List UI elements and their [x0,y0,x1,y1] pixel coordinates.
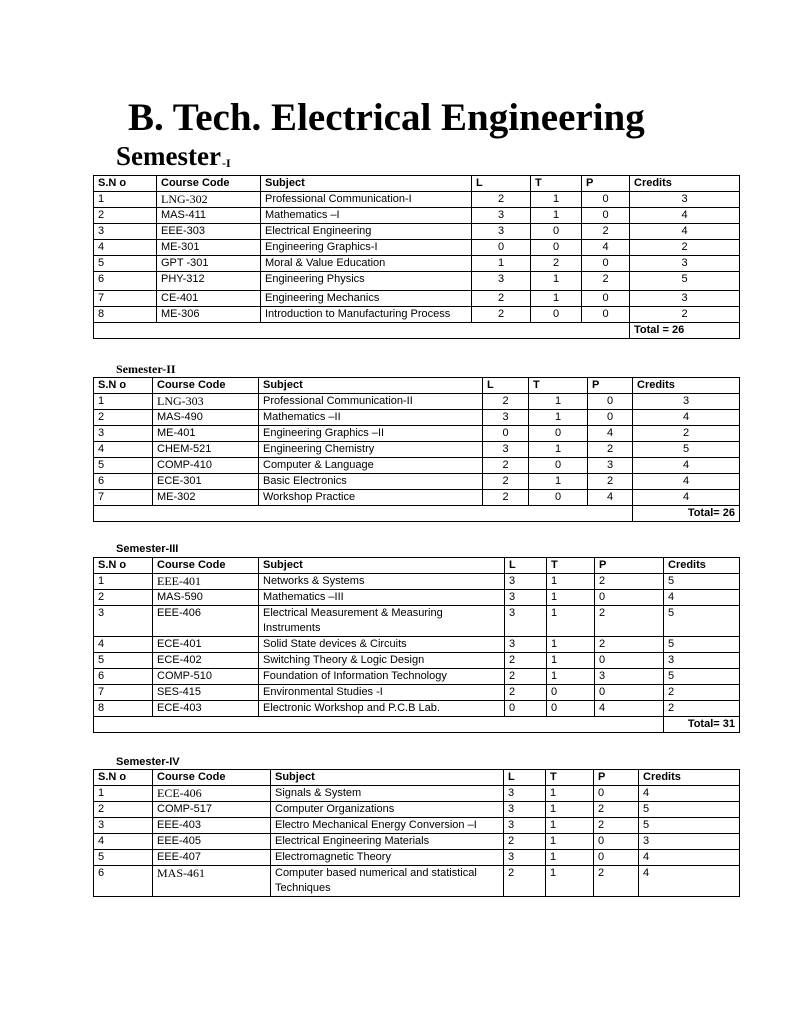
table-row [94,866,740,897]
cell-subject: Engineering Graphics-I [261,240,472,256]
cell-credits: 4 [633,410,740,426]
cell-credits: 3 [633,394,740,410]
cell-p: 0 [588,394,633,410]
cell-p: 0 [594,786,639,802]
cell-p: 0 [595,590,664,606]
cell-subject: Computer Organizations [271,802,504,818]
cell-credits: 4 [639,866,740,897]
cell-credits: 5 [630,272,740,291]
cell-p: 0 [594,834,639,850]
table-row [94,590,740,606]
table-row [94,240,740,256]
cell-p: 2 [594,802,639,818]
cell-subject: Electro Mechanical Energy Conversion –I [271,818,504,834]
header-t: T [546,770,594,786]
cell-l: 3 [504,802,546,818]
total-spacer [94,323,630,339]
cell-credits: 4 [639,786,740,802]
cell-credits: 4 [639,850,740,866]
cell-sno: 4 [94,834,153,850]
cell-l: 3 [472,272,531,291]
header-credits: Credits [664,558,740,574]
cell-p: 4 [595,701,664,717]
header-l: L [505,558,547,574]
cell-t: 1 [531,272,582,291]
total-row [94,323,740,339]
cell-t: 0 [531,307,582,323]
cell-p: 4 [582,240,630,256]
cell-subject: Electrical Engineering Materials [271,834,504,850]
header-subject: Subject [271,770,504,786]
cell-credits: 5 [639,818,740,834]
table-row [94,834,740,850]
cell-p: 2 [594,818,639,834]
cell-t: 0 [531,224,582,240]
cell-sno: 3 [94,606,153,637]
cell-l: 2 [483,394,529,410]
total-spacer [94,717,664,733]
cell-sno: 6 [94,474,153,490]
header-row [94,558,740,574]
cell-sno: 1 [94,394,153,410]
cell-l: 2 [505,669,547,685]
cell-credits: 4 [633,474,740,490]
table-row [94,272,740,291]
cell-credits: 3 [630,256,740,272]
header-row [94,770,740,786]
table-row [94,802,740,818]
header-credits: Credits [630,176,740,192]
total-credits: Total = 26 [630,323,740,339]
semester-4-table [93,769,740,897]
table-row [94,786,740,802]
cell-l: 1 [472,256,531,272]
cell-l: 0 [505,701,547,717]
cell-p: 0 [582,208,630,224]
cell-credits: 5 [664,637,740,653]
cell-l: 0 [483,426,529,442]
cell-course-code: ME-302 [153,490,259,506]
cell-t: 0 [547,685,595,701]
cell-subject: Electronic Workshop and P.C.B Lab. [259,701,505,717]
cell-subject: Foundation of Information Technology [259,669,505,685]
table-row [94,224,740,240]
cell-course-code: GPT -301 [157,256,261,272]
cell-course-code: COMP-517 [153,802,271,818]
header-course-code: Course Code [157,176,261,192]
cell-p: 2 [595,637,664,653]
cell-t: 1 [546,850,594,866]
header-course-code: Course Code [153,378,259,394]
semester-1-heading: Semester-I [116,141,231,171]
table-row [94,669,740,685]
cell-p: 0 [588,410,633,426]
header-sno: S.N o [94,558,153,574]
cell-l: 2 [505,653,547,669]
cell-course-code: PHY-312 [157,272,261,291]
cell-sno: 8 [94,701,153,717]
table-row [94,256,740,272]
cell-t: 1 [529,474,588,490]
cell-course-code: MAS-590 [153,590,259,606]
total-credits: Total= 26 [633,506,740,522]
cell-sno: 1 [94,192,157,208]
header-sno: S.N o [94,176,157,192]
cell-l: 2 [483,490,529,506]
table-row [94,490,740,506]
cell-credits: 2 [664,685,740,701]
table-row [94,307,740,323]
cell-sno: 4 [94,637,153,653]
cell-t: 1 [546,866,594,897]
cell-subject: Moral & Value Education [261,256,472,272]
total-row [94,717,740,733]
cell-sno: 5 [94,653,153,669]
cell-subject: Engineering Mechanics [261,291,472,307]
cell-t: 1 [547,653,595,669]
semester-3-heading: Semester-III [116,543,179,555]
cell-credits: 5 [664,606,740,637]
table-row [94,442,740,458]
cell-course-code: COMP-510 [153,669,259,685]
cell-course-code: ECE-402 [153,653,259,669]
cell-p: 2 [595,606,664,637]
cell-course-code: ME-401 [153,426,259,442]
header-p: P [594,770,639,786]
cell-subject: Electromagnetic Theory [271,850,504,866]
cell-subject: Electrical Measurement & Measuring Instruments [259,606,505,637]
cell-subject: Mathematics –II [259,410,483,426]
cell-credits: 2 [630,240,740,256]
cell-course-code: MAS-411 [157,208,261,224]
cell-subject: Signals & System [271,786,504,802]
table-row [94,474,740,490]
cell-sno: 4 [94,442,153,458]
cell-credits: 4 [633,490,740,506]
cell-credits: 4 [664,590,740,606]
cell-l: 2 [504,834,546,850]
cell-credits: 5 [633,442,740,458]
cell-l: 3 [504,850,546,866]
total-spacer [94,506,633,522]
cell-p: 2 [588,474,633,490]
cell-credits: 2 [630,307,740,323]
semester-1-heading-suffix: -I [221,156,231,170]
cell-t: 1 [546,802,594,818]
cell-l: 2 [483,458,529,474]
cell-sno: 3 [94,426,153,442]
cell-subject: Mathematics –I [261,208,472,224]
cell-l: 3 [483,442,529,458]
cell-t: 1 [529,410,588,426]
cell-t: 0 [547,701,595,717]
cell-course-code: MAS-461 [153,866,271,897]
cell-t: 1 [546,786,594,802]
semester-1-table [93,175,740,339]
cell-sno: 2 [94,802,153,818]
cell-credits: 3 [664,653,740,669]
cell-t: 0 [531,240,582,256]
header-t: T [529,378,588,394]
cell-course-code: EEE-406 [153,606,259,637]
header-course-code: Course Code [153,558,259,574]
cell-t: 1 [546,834,594,850]
cell-sno: 6 [94,866,153,897]
cell-t: 1 [529,442,588,458]
cell-subject: Engineering Graphics –II [259,426,483,442]
header-sno: S.N o [94,770,153,786]
cell-sno: 2 [94,410,153,426]
cell-credits: 4 [633,458,740,474]
header-p: P [595,558,664,574]
cell-course-code: ME-301 [157,240,261,256]
cell-p: 2 [588,442,633,458]
cell-sno: 7 [94,490,153,506]
cell-course-code: COMP-410 [153,458,259,474]
header-p: P [582,176,630,192]
cell-sno: 1 [94,574,153,590]
cell-sno: 7 [94,685,153,701]
cell-t: 1 [547,606,595,637]
cell-t: 1 [529,394,588,410]
cell-t: 1 [547,590,595,606]
cell-l: 3 [505,574,547,590]
table-row [94,291,740,307]
cell-sno: 5 [94,458,153,474]
header-l: L [472,176,531,192]
cell-l: 3 [505,590,547,606]
cell-t: 1 [531,192,582,208]
table-row [94,394,740,410]
cell-credits: 5 [639,802,740,818]
cell-t: 1 [531,291,582,307]
cell-p: 0 [582,291,630,307]
table-row [94,701,740,717]
table-row [94,458,740,474]
cell-t: 0 [529,458,588,474]
cell-l: 3 [505,637,547,653]
cell-credits: 3 [630,192,740,208]
cell-subject: Mathematics –III [259,590,505,606]
cell-l: 2 [472,307,531,323]
cell-t: 1 [547,637,595,653]
cell-sno: 6 [94,669,153,685]
cell-sno: 8 [94,307,157,323]
cell-l: 2 [504,866,546,897]
cell-t: 1 [531,208,582,224]
cell-subject: Switching Theory & Logic Design [259,653,505,669]
semester-2-heading: Semester-II [116,362,176,376]
cell-p: 4 [588,490,633,506]
table-row [94,410,740,426]
semester-4-heading: Semester-IV [116,756,180,768]
table-row [94,818,740,834]
cell-l: 3 [483,410,529,426]
cell-l: 2 [483,474,529,490]
cell-l: 2 [505,685,547,701]
cell-sno: 6 [94,272,157,291]
cell-subject: Engineering Physics [261,272,472,291]
table-row [94,653,740,669]
cell-subject: Professional Communication-I [261,192,472,208]
cell-course-code: ME-306 [157,307,261,323]
cell-credits: 2 [633,426,740,442]
cell-subject: Basic Electronics [259,474,483,490]
cell-credits: 5 [664,574,740,590]
cell-p: 2 [594,866,639,897]
cell-subject: Engineering Chemistry [259,442,483,458]
header-course-code: Course Code [153,770,271,786]
cell-sno: 2 [94,590,153,606]
cell-l: 2 [472,291,531,307]
header-p: P [588,378,633,394]
table-row [94,850,740,866]
cell-subject: Environmental Studies -I [259,685,505,701]
cell-course-code: CHEM-521 [153,442,259,458]
header-l: L [483,378,529,394]
cell-sno: 1 [94,786,153,802]
cell-sno: 5 [94,850,153,866]
semester-3-table [93,557,740,733]
cell-l: 3 [504,818,546,834]
cell-course-code: LNG-303 [153,394,259,410]
cell-course-code: LNG-302 [157,192,261,208]
cell-sno: 5 [94,256,157,272]
header-credits: Credits [633,378,740,394]
cell-p: 0 [582,256,630,272]
cell-p: 0 [595,653,664,669]
cell-subject: Computer based numerical and statistical Techniques [271,866,504,897]
cell-t: 0 [529,490,588,506]
cell-l: 0 [472,240,531,256]
cell-p: 0 [582,192,630,208]
cell-subject: Solid State devices & Circuits [259,637,505,653]
cell-course-code: ECE-406 [153,786,271,802]
cell-p: 4 [588,426,633,442]
cell-course-code: SES-415 [153,685,259,701]
table-row [94,208,740,224]
cell-p: 2 [582,224,630,240]
cell-credits: 4 [630,224,740,240]
table-row [94,426,740,442]
cell-course-code: EEE-407 [153,850,271,866]
cell-p: 2 [582,272,630,291]
cell-p: 3 [595,669,664,685]
cell-subject: Introduction to Manufacturing Process [261,307,472,323]
cell-credits: 4 [630,208,740,224]
cell-p: 0 [582,307,630,323]
cell-p: 0 [594,850,639,866]
total-credits: Total= 31 [664,717,740,733]
cell-t: 0 [529,426,588,442]
cell-subject: Computer & Language [259,458,483,474]
semester-2-table [93,377,740,522]
cell-p: 3 [588,458,633,474]
cell-course-code: ECE-403 [153,701,259,717]
header-sno: S.N o [94,378,153,394]
cell-l: 3 [472,224,531,240]
table-row [94,685,740,701]
cell-credits: 5 [664,669,740,685]
cell-subject: Workshop Practice [259,490,483,506]
cell-t: 1 [547,574,595,590]
header-row [94,176,740,192]
cell-course-code: EEE-401 [153,574,259,590]
cell-p: 0 [595,685,664,701]
table-row [94,192,740,208]
header-subject: Subject [259,378,483,394]
cell-course-code: CE-401 [157,291,261,307]
cell-subject: Electrical Engineering [261,224,472,240]
cell-t: 2 [531,256,582,272]
cell-sno: 7 [94,291,157,307]
cell-subject: Professional Communication-II [259,394,483,410]
header-subject: Subject [259,558,505,574]
cell-l: 3 [505,606,547,637]
cell-t: 1 [546,818,594,834]
cell-p: 2 [595,574,664,590]
table-row [94,637,740,653]
cell-course-code: EEE-405 [153,834,271,850]
cell-t: 1 [547,669,595,685]
header-credits: Credits [639,770,740,786]
cell-credits: 3 [639,834,740,850]
header-subject: Subject [261,176,472,192]
cell-credits: 3 [630,291,740,307]
cell-l: 3 [504,786,546,802]
cell-l: 2 [472,192,531,208]
header-t: T [531,176,582,192]
table-row [94,606,740,637]
cell-sno: 3 [94,224,157,240]
cell-l: 3 [472,208,531,224]
table-row [94,574,740,590]
cell-course-code: ECE-301 [153,474,259,490]
document-title: B. Tech. Electrical Engineering [128,96,645,139]
cell-course-code: ECE-401 [153,637,259,653]
header-row [94,378,740,394]
cell-credits: 2 [664,701,740,717]
cell-subject: Networks & Systems [259,574,505,590]
cell-course-code: EEE-303 [157,224,261,240]
cell-course-code: EEE-403 [153,818,271,834]
header-t: T [547,558,595,574]
cell-course-code: MAS-490 [153,410,259,426]
cell-sno: 2 [94,208,157,224]
header-l: L [504,770,546,786]
cell-sno: 4 [94,240,157,256]
cell-sno: 3 [94,818,153,834]
total-row [94,506,740,522]
